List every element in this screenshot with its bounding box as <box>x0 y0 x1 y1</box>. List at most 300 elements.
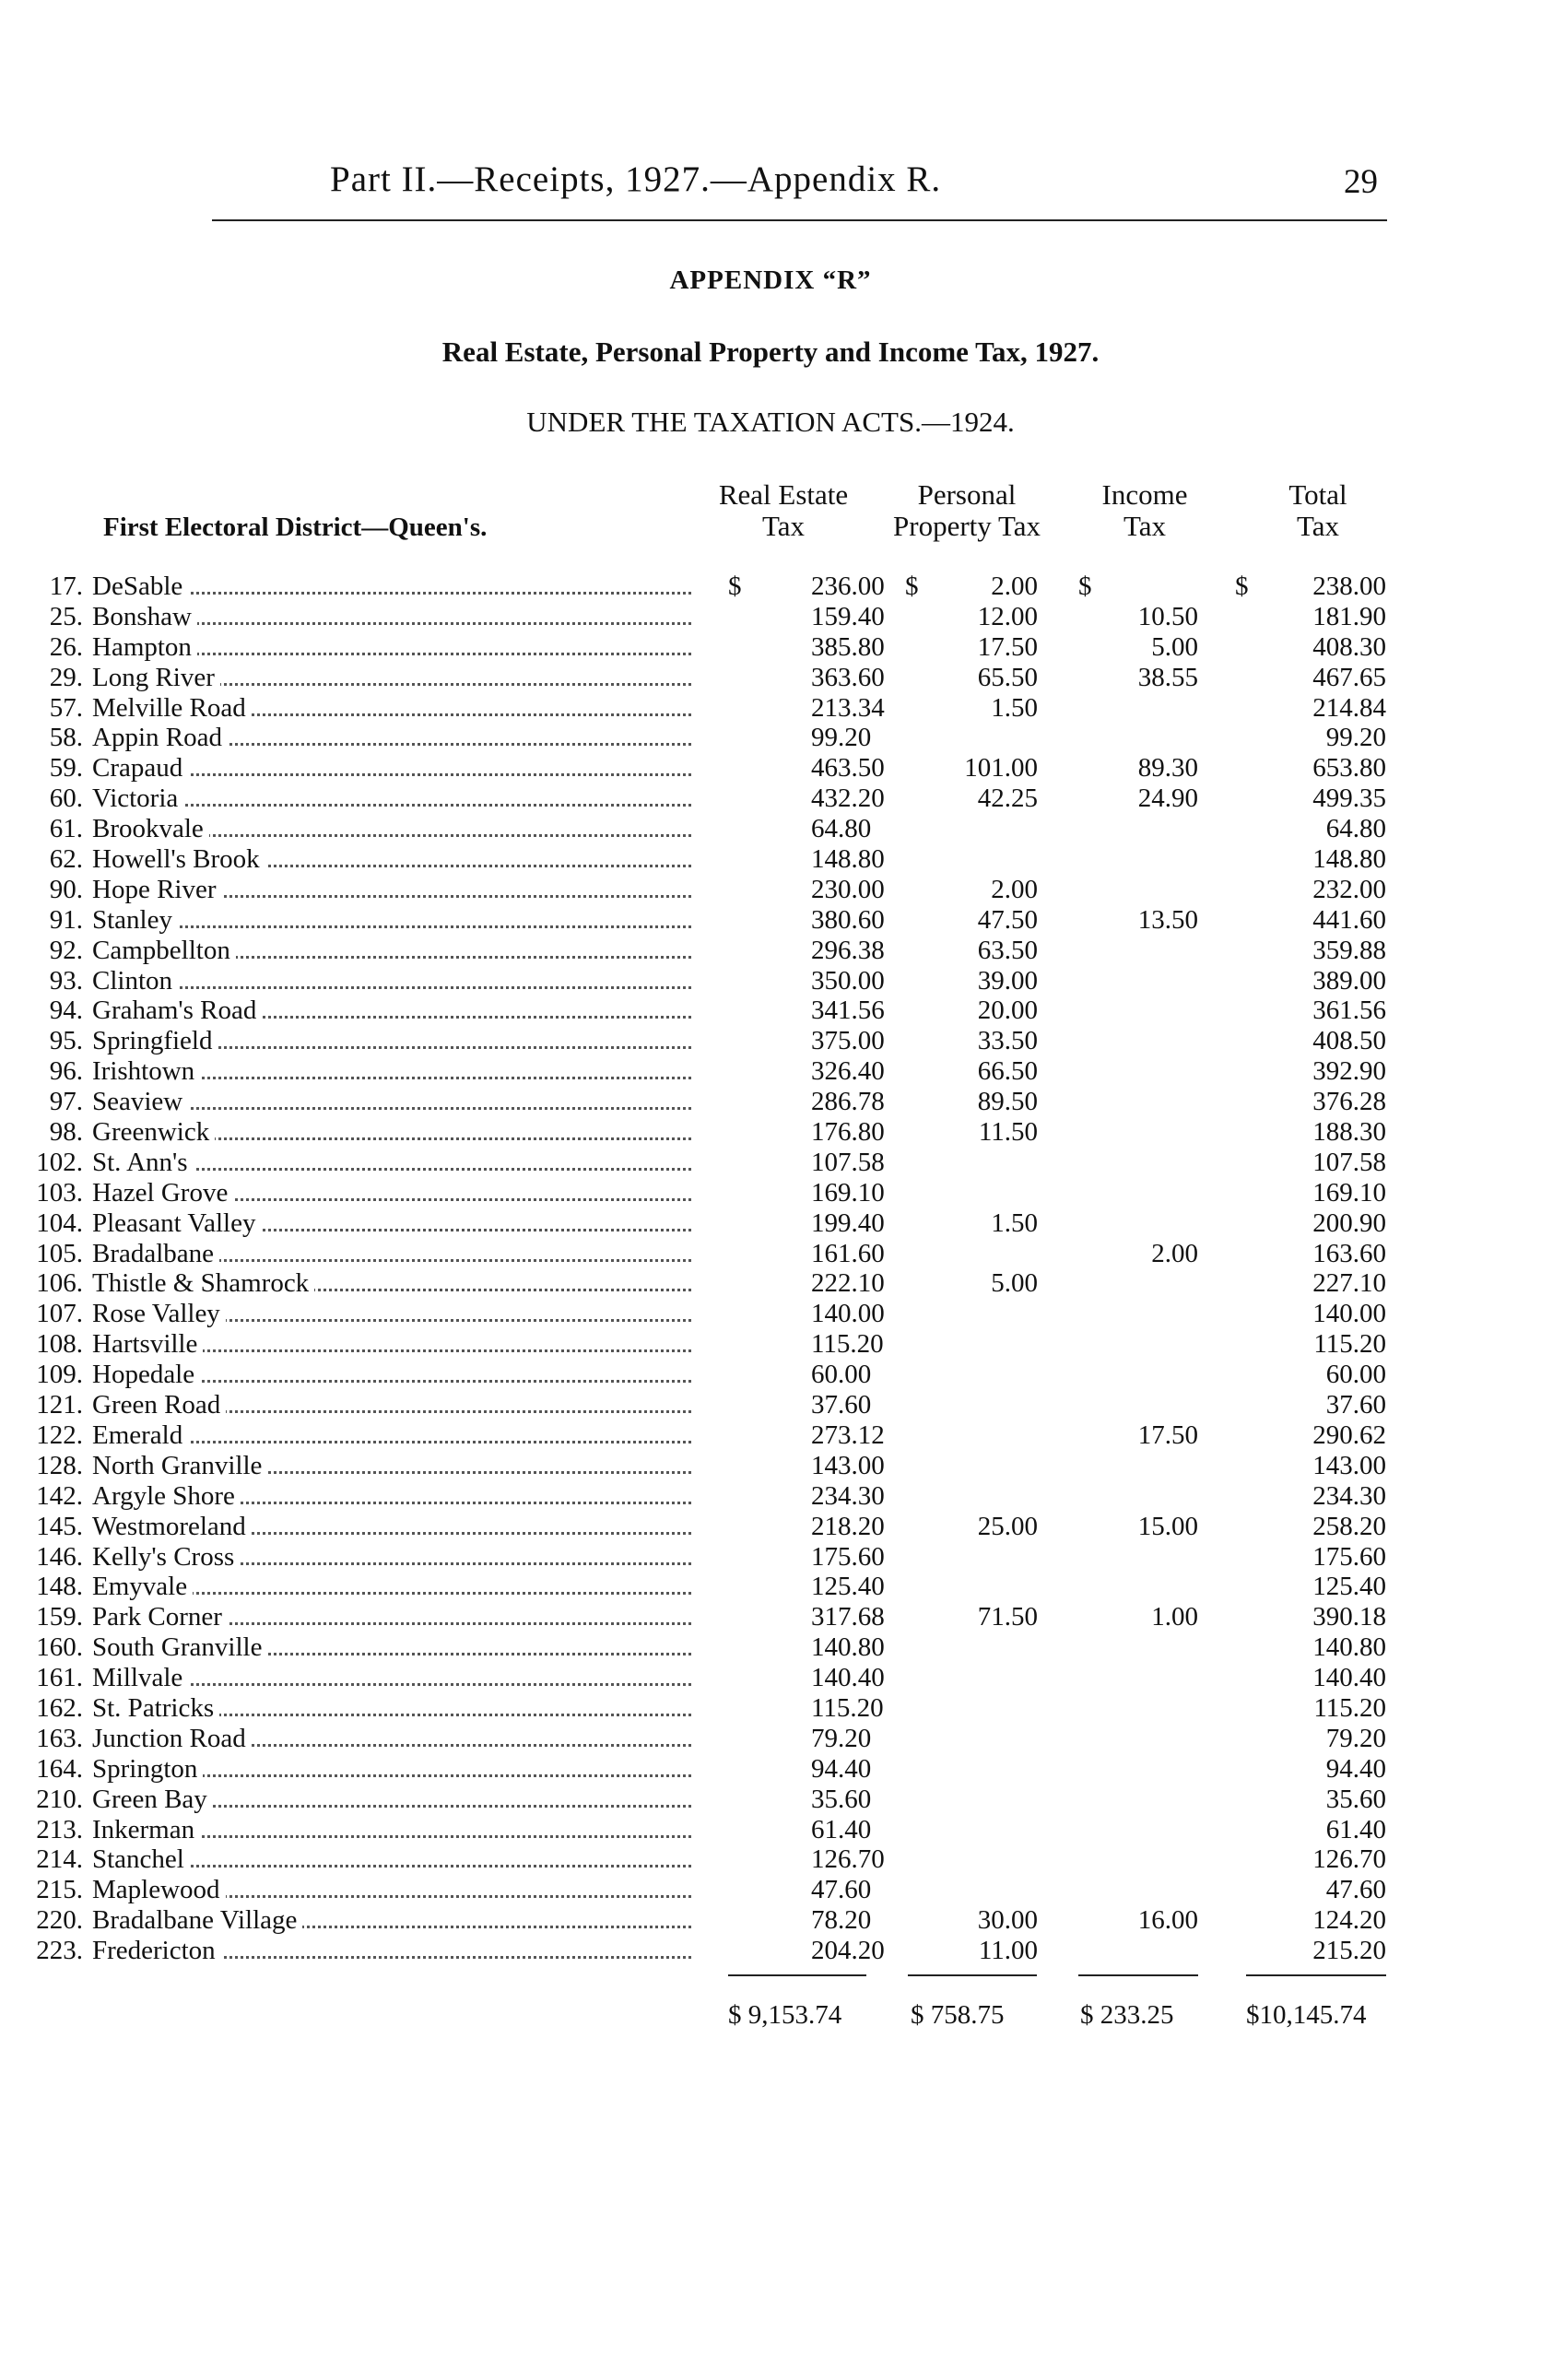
total-tax: 408.50 <box>1312 1026 1386 1056</box>
district-name <box>92 1117 700 1148</box>
total-tax: 115.20 <box>1313 1329 1386 1360</box>
total-tax: 175.60 <box>1312 1541 1386 1572</box>
income-tax: 17.50 <box>1137 1420 1198 1450</box>
table-row <box>0 1542 1541 1573</box>
district-name-label: Rose Valley <box>92 1299 226 1328</box>
table-row <box>0 1936 1541 1966</box>
district-name-label: Hope River <box>92 875 222 904</box>
personal-property-tax: 71.50 <box>977 1602 1038 1632</box>
district-name <box>92 1815 700 1845</box>
total-tax: 232.00 <box>1312 874 1386 904</box>
district-name-label: Millvale <box>92 1663 188 1692</box>
table-row <box>0 1451 1541 1481</box>
table-row <box>0 1815 1541 1845</box>
real-estate-tax: 286.78 <box>811 1087 885 1117</box>
district-name-label: Victoria <box>92 784 183 813</box>
personal-property-tax: 66.50 <box>977 1056 1038 1087</box>
district-name-label: Brookvale <box>92 814 209 843</box>
district-name-label: Maplewood <box>92 1875 226 1904</box>
total-tax: 390.18 <box>1312 1602 1386 1632</box>
real-estate-tax: 350.00 <box>811 965 885 996</box>
total-tax: 79.20 <box>1325 1723 1386 1753</box>
personal-property-tax: 2.00 <box>991 874 1038 904</box>
total-tax: 376.28 <box>1312 1087 1386 1117</box>
district-name <box>92 723 700 753</box>
total-tax: 37.60 <box>1325 1390 1386 1420</box>
real-estate-tax: 37.60 <box>811 1390 872 1420</box>
col-head-total-line2: Tax <box>1296 510 1340 542</box>
row-number: 223. <box>36 1936 83 1966</box>
row-number: 161. <box>36 1663 83 1693</box>
district-heading: First Electoral District—Queen's. <box>103 513 488 542</box>
district-name-label: Irishtown <box>92 1056 200 1086</box>
row-number: 104. <box>36 1208 83 1238</box>
row-number: 94. <box>49 996 83 1026</box>
row-number: 62. <box>49 844 83 875</box>
personal-property-tax: 20.00 <box>977 996 1038 1026</box>
col-head-income-line2: Tax <box>1123 510 1167 542</box>
row-number: 105. <box>36 1238 83 1268</box>
row-number: 96. <box>49 1056 83 1087</box>
table-row <box>0 1905 1541 1936</box>
personal-property-tax: 1.50 <box>991 692 1038 723</box>
real-estate-tax: 169.10 <box>811 1177 885 1208</box>
district-name-label: Inkerman <box>92 1815 200 1844</box>
row-number: 146. <box>36 1541 83 1572</box>
income-tax: 16.00 <box>1137 1905 1198 1936</box>
total-tax: 115.20 <box>1313 1692 1386 1723</box>
district-name-label: Westmoreland <box>92 1512 252 1541</box>
col-head-personal-line2: Property Tax <box>893 510 1041 542</box>
district-name-label: Junction Road <box>92 1724 252 1753</box>
district-name <box>92 1542 700 1573</box>
district-name-label: Bradalbane <box>92 1239 219 1268</box>
real-estate-tax: 385.80 <box>811 631 885 662</box>
total-tax: 140.40 <box>1312 1663 1386 1693</box>
total-tax: 143.00 <box>1312 1450 1386 1480</box>
income-tax: 1.00 <box>1151 1602 1198 1632</box>
row-number: 109. <box>36 1360 83 1390</box>
personal-property-tax: 63.50 <box>977 935 1038 965</box>
total-tax: 107.58 <box>1312 1147 1386 1177</box>
personal-property-tax: 89.50 <box>977 1087 1038 1117</box>
district-name <box>92 1056 700 1087</box>
total-tax: 47.60 <box>1325 1875 1386 1905</box>
row-number: 142. <box>36 1480 83 1511</box>
row-number: 215. <box>36 1875 83 1905</box>
row-number: 98. <box>49 1117 83 1148</box>
row-number: 93. <box>49 965 83 996</box>
table-row <box>0 1572 1541 1602</box>
row-number: 106. <box>36 1268 83 1299</box>
table-row <box>0 1693 1541 1724</box>
real-estate-tax: 78.20 <box>811 1905 872 1936</box>
row-number: 60. <box>49 784 83 814</box>
row-number: 90. <box>49 874 83 904</box>
district-name-label: Springfield <box>92 1026 218 1055</box>
personal-property-tax: 39.00 <box>977 965 1038 996</box>
table-row <box>0 1056 1541 1087</box>
total-tax: 163.60 <box>1312 1238 1386 1268</box>
income-tax: 38.55 <box>1137 662 1198 692</box>
col-head-income <box>1071 479 1218 542</box>
table-row <box>0 663 1541 693</box>
col-head-total <box>1244 479 1392 542</box>
real-estate-tax: 341.56 <box>811 996 885 1026</box>
district-name <box>92 1844 700 1875</box>
row-number: 91. <box>49 904 83 935</box>
district-name <box>92 602 700 632</box>
tax-table <box>0 571 1541 1966</box>
real-estate-tax: 176.80 <box>811 1117 885 1148</box>
personal-property-tax: 1.50 <box>991 1208 1038 1238</box>
income-tax: 5.00 <box>1151 631 1198 662</box>
district-name <box>92 1754 700 1785</box>
district-name <box>92 1178 700 1208</box>
total-tax: 441.60 <box>1312 904 1386 935</box>
district-name-label: North Granville <box>92 1451 267 1480</box>
district-name <box>92 1663 700 1693</box>
row-number: 107. <box>36 1299 83 1329</box>
district-name <box>92 1905 700 1936</box>
district-name-label: Campbellton <box>92 936 236 965</box>
total-tax: 389.00 <box>1312 965 1386 996</box>
district-name-label: Pleasant Valley <box>92 1208 261 1238</box>
total-tax: 234.30 <box>1312 1480 1386 1511</box>
district-name <box>92 1451 700 1481</box>
row-number: 108. <box>36 1329 83 1360</box>
row-number: 61. <box>49 814 83 844</box>
table-row <box>0 905 1541 936</box>
total-tax: 60.00 <box>1325 1360 1386 1390</box>
table-row <box>0 1390 1541 1420</box>
real-estate-tax: 140.80 <box>811 1632 885 1663</box>
real-estate-tax: 140.40 <box>811 1663 885 1693</box>
total-income: $ 233.25 <box>1080 2000 1174 2030</box>
personal-property-tax: 101.00 <box>964 753 1038 784</box>
district-name <box>92 1693 700 1724</box>
row-number: 121. <box>36 1390 83 1420</box>
row-number: 29. <box>49 662 83 692</box>
real-estate-tax: 143.00 <box>811 1450 885 1480</box>
real-estate-tax: 125.40 <box>811 1572 885 1602</box>
total-tax: 392.90 <box>1312 1056 1386 1087</box>
district-name-label: Clinton <box>92 966 178 996</box>
district-name-label: Melville Road <box>92 693 252 723</box>
table-row <box>0 966 1541 996</box>
table-row <box>0 1481 1541 1512</box>
real-estate-tax: 218.20 <box>811 1511 885 1541</box>
page-subtitle: Real Estate, Personal Property and Income Tax, 1927. <box>441 336 1100 368</box>
real-estate-tax: 380.60 <box>811 904 885 935</box>
table-row <box>0 632 1541 663</box>
row-number: 160. <box>36 1632 83 1663</box>
table-row <box>0 1148 1541 1178</box>
real-estate-tax: 61.40 <box>811 1814 872 1844</box>
real-estate-tax: 222.10 <box>811 1268 885 1299</box>
real-estate-tax: 204.20 <box>811 1936 885 1966</box>
row-number: 145. <box>36 1511 83 1541</box>
col-head-real-estate-line1: Real Estate <box>718 478 849 511</box>
district-name-label: Hampton <box>92 632 197 662</box>
district-name <box>92 1299 700 1329</box>
district-name-label: Thistle & Shamrock <box>92 1268 314 1298</box>
district-name <box>92 936 700 966</box>
col-head-real-estate <box>689 479 877 542</box>
table-row <box>0 875 1541 905</box>
real-estate-tax: 115.20 <box>811 1329 884 1360</box>
district-name <box>92 1390 700 1420</box>
district-name-label: Fredericton <box>92 1936 221 1965</box>
table-row <box>0 1754 1541 1785</box>
district-name <box>92 844 700 875</box>
district-name-label: Emerald <box>92 1420 188 1450</box>
row-number: 26. <box>49 631 83 662</box>
total-tax: 214.84 <box>1312 692 1386 723</box>
real-estate-tax: 64.80 <box>811 814 872 844</box>
district-name <box>92 996 700 1026</box>
table-row <box>0 1329 1541 1360</box>
table-row <box>0 814 1541 844</box>
total-tax: 200.90 <box>1312 1208 1386 1238</box>
real-estate-tax: 161.60 <box>811 1238 885 1268</box>
table-row <box>0 571 1541 602</box>
real-estate-tax: 432.20 <box>811 784 885 814</box>
total-tax: 140.80 <box>1312 1632 1386 1663</box>
dollar-sign: $ <box>905 571 919 601</box>
table-row <box>0 1632 1541 1663</box>
row-number: 58. <box>49 723 83 753</box>
row-number: 128. <box>36 1450 83 1480</box>
total-tax: 238.00 <box>1312 571 1386 601</box>
table-row <box>0 1512 1541 1542</box>
district-name <box>92 1360 700 1390</box>
district-name-label: St. Patricks <box>92 1693 219 1723</box>
real-estate-tax: 47.60 <box>811 1875 872 1905</box>
district-name-label: Green Road <box>92 1390 226 1420</box>
personal-property-tax: 11.50 <box>978 1117 1038 1148</box>
row-number: 164. <box>36 1753 83 1784</box>
district-name <box>92 814 700 844</box>
personal-property-tax: 30.00 <box>977 1905 1038 1936</box>
table-row <box>0 1239 1541 1269</box>
real-estate-tax: 94.40 <box>811 1753 872 1784</box>
district-name <box>92 753 700 784</box>
dollar-sign: $ <box>1235 571 1249 601</box>
row-number: 103. <box>36 1177 83 1208</box>
total-real-estate: $ 9,153.74 <box>728 2000 842 2030</box>
district-name <box>92 1268 700 1299</box>
real-estate-tax: 273.12 <box>811 1420 885 1450</box>
row-number: 97. <box>49 1087 83 1117</box>
total-tax: 94.40 <box>1325 1753 1386 1784</box>
district-name <box>92 1148 700 1178</box>
real-estate-tax: 79.20 <box>811 1723 872 1753</box>
district-name-label: St. Ann's <box>92 1148 194 1177</box>
real-estate-tax: 234.30 <box>811 1480 885 1511</box>
table-row <box>0 1360 1541 1390</box>
row-number: 122. <box>36 1420 83 1450</box>
district-name <box>92 784 700 814</box>
real-estate-tax: 326.40 <box>811 1056 885 1087</box>
district-name <box>92 693 700 724</box>
income-tax: 89.30 <box>1137 753 1198 784</box>
district-name-label: Seaview <box>92 1087 188 1116</box>
appendix-title: APPENDIX “R” <box>669 265 872 295</box>
page-number: 29 <box>1344 163 1378 201</box>
real-estate-tax: 236.00 <box>811 571 885 601</box>
table-row <box>0 996 1541 1026</box>
total-tax: 290.62 <box>1312 1420 1386 1450</box>
personal-property-tax: 65.50 <box>977 662 1038 692</box>
col-head-real-estate-line2: Tax <box>761 510 806 542</box>
district-name <box>92 1512 700 1542</box>
personal-property-tax: 47.50 <box>977 904 1038 935</box>
total-tax: 359.88 <box>1312 935 1386 965</box>
real-estate-tax: 463.50 <box>811 753 885 784</box>
real-estate-tax: 126.70 <box>811 1844 885 1875</box>
total-total: $10,145.74 <box>1246 2000 1367 2030</box>
dollar-sign: $ <box>728 571 742 601</box>
row-number: 17. <box>49 571 83 601</box>
real-estate-tax: 159.40 <box>811 601 885 631</box>
district-name-label: Emyvale <box>92 1572 193 1601</box>
total-tax: 124.20 <box>1312 1905 1386 1936</box>
table-row <box>0 1178 1541 1208</box>
col-head-total-line1: Total <box>1288 478 1347 511</box>
table-row <box>0 1724 1541 1754</box>
personal-property-tax: 33.50 <box>977 1026 1038 1056</box>
real-estate-tax: 140.00 <box>811 1299 885 1329</box>
district-name <box>92 966 700 996</box>
district-name-label: Hopedale <box>92 1360 200 1389</box>
row-number: 159. <box>36 1602 83 1632</box>
acts-subtitle: UNDER THE TAXATION ACTS.—1924. <box>526 406 1015 438</box>
row-number: 25. <box>49 601 83 631</box>
total-tax: 140.00 <box>1312 1299 1386 1329</box>
district-name <box>92 875 700 905</box>
district-name-label: Kelly's Cross <box>92 1542 240 1572</box>
row-number: 163. <box>36 1723 83 1753</box>
total-tax: 188.30 <box>1312 1117 1386 1148</box>
district-name <box>92 1875 700 1905</box>
district-name-label: Argyle Shore <box>92 1481 241 1511</box>
district-name <box>92 1329 700 1360</box>
row-number: 57. <box>49 692 83 723</box>
income-tax: 2.00 <box>1151 1238 1198 1268</box>
table-row <box>0 1844 1541 1875</box>
table-row <box>0 723 1541 753</box>
district-name-label: Springton <box>92 1754 203 1784</box>
real-estate-tax: 107.58 <box>811 1147 885 1177</box>
dollar-sign: $ <box>1078 571 1092 601</box>
table-row <box>0 753 1541 784</box>
district-name <box>92 1936 700 1966</box>
income-tax: 15.00 <box>1137 1511 1198 1541</box>
real-estate-tax: 375.00 <box>811 1026 885 1056</box>
real-estate-tax: 60.00 <box>811 1360 872 1390</box>
real-estate-tax: 230.00 <box>811 874 885 904</box>
real-estate-tax: 35.60 <box>811 1784 872 1814</box>
district-name <box>92 1420 700 1451</box>
total-tax: 215.20 <box>1312 1936 1386 1966</box>
total-tax: 408.30 <box>1312 631 1386 662</box>
district-name-label: Bradalbane Village <box>92 1905 302 1935</box>
row-number: 214. <box>36 1844 83 1875</box>
header-rule <box>212 219 1387 221</box>
district-name <box>92 905 700 936</box>
district-name-label: Crapaud <box>92 753 188 783</box>
district-name <box>92 1481 700 1512</box>
district-name-label: Park Corner <box>92 1602 228 1632</box>
table-row <box>0 602 1541 632</box>
total-personal: $ 758.75 <box>911 2000 1005 2030</box>
real-estate-tax: 115.20 <box>811 1692 884 1723</box>
district-name-label: Howell's Brook <box>92 844 265 874</box>
district-name <box>92 1239 700 1269</box>
real-estate-tax: 199.40 <box>811 1208 885 1238</box>
row-number: 59. <box>49 753 83 784</box>
district-name-label: Stanley <box>92 905 178 935</box>
district-name-label: Hazel Grove <box>92 1178 233 1208</box>
table-row <box>0 1875 1541 1905</box>
district-name-label: Stanchel <box>92 1844 190 1874</box>
total-tax: 653.80 <box>1312 753 1386 784</box>
district-name <box>92 1208 700 1239</box>
district-name-label: DeSable <box>92 571 188 601</box>
real-estate-tax: 148.80 <box>811 844 885 875</box>
personal-property-tax: 11.00 <box>978 1936 1038 1966</box>
table-row <box>0 1785 1541 1815</box>
personal-property-tax: 17.50 <box>977 631 1038 662</box>
district-name <box>92 663 700 693</box>
personal-property-tax: 12.00 <box>977 601 1038 631</box>
total-tax: 227.10 <box>1312 1268 1386 1299</box>
sum-rule-total <box>1246 1974 1386 1976</box>
district-name <box>92 632 700 663</box>
income-tax: 24.90 <box>1137 784 1198 814</box>
real-estate-tax: 296.38 <box>811 935 885 965</box>
personal-property-tax: 5.00 <box>991 1268 1038 1299</box>
total-tax: 126.70 <box>1312 1844 1386 1875</box>
running-head: Part II.—Receipts, 1927.—Appendix R. <box>330 159 942 199</box>
district-name <box>92 1572 700 1602</box>
table-row <box>0 1602 1541 1632</box>
total-tax: 64.80 <box>1325 814 1386 844</box>
table-row <box>0 1268 1541 1299</box>
district-name <box>92 1602 700 1632</box>
total-tax: 125.40 <box>1312 1572 1386 1602</box>
personal-property-tax: 2.00 <box>991 571 1038 601</box>
district-name-label: Long River <box>92 663 220 692</box>
total-tax: 35.60 <box>1325 1784 1386 1814</box>
total-tax: 61.40 <box>1325 1814 1386 1844</box>
district-name <box>92 571 700 602</box>
total-tax: 499.35 <box>1312 784 1386 814</box>
real-estate-tax: 175.60 <box>811 1541 885 1572</box>
table-row <box>0 1026 1541 1056</box>
table-row <box>0 936 1541 966</box>
district-name <box>92 1724 700 1754</box>
row-number: 213. <box>36 1814 83 1844</box>
sum-rule-real <box>728 1974 866 1976</box>
total-tax: 148.80 <box>1312 844 1386 875</box>
district-name-label: South Granville <box>92 1632 267 1662</box>
table-row <box>0 1420 1541 1451</box>
income-tax: 13.50 <box>1137 904 1198 935</box>
real-estate-tax: 363.60 <box>811 662 885 692</box>
district-name-label: Green Bay <box>92 1785 213 1814</box>
